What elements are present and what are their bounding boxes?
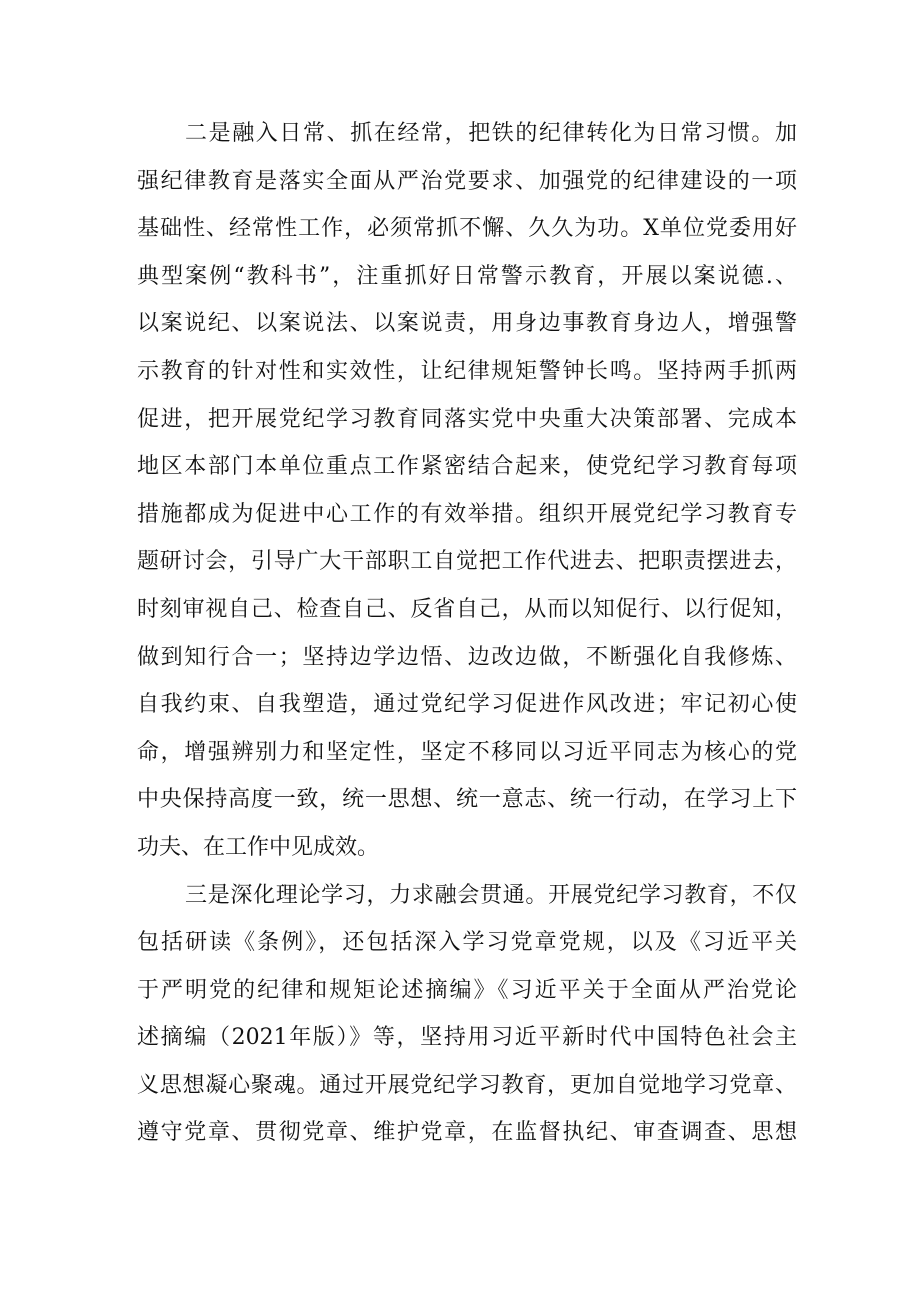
text-line: 三是深化理论学习，力求融会贯通。开展党纪学习教育，不仅 [185, 882, 797, 908]
text-line: 命，增强辨别力和坚定性，坚定不移同以习近平同志为核心的党 [137, 739, 797, 765]
text-line: 强纪律教育是落实全面从严治党要求、加强党的纪律建设的一项 [137, 168, 797, 194]
text-line: 题研讨会，引导广大干部职工自觉把工作代进去、把职责摆进去， [137, 549, 797, 575]
paragraph-discipline-habits [137, 110, 797, 872]
text-line: 二是融入日常、抓在经常，把铁的纪律转化为日常习惯。加 [185, 121, 797, 146]
text-line: 述摘编（2021年版）》等，坚持用习近平新时代中国特色社会主 [137, 1025, 797, 1051]
text-line: 时刻审视自己、检查自己、反省自己，从而以知促行、以行促知， [137, 596, 797, 622]
paragraph-theory-study [137, 872, 797, 1158]
text-line: 自我约束、自我塑造，通过党纪学习促进作风改进；牢记初心使 [137, 692, 797, 718]
text-line: 基础性、经常性工作，必须常抓不懈、久久为功。X单位党委用好 [137, 216, 797, 242]
text-line: 典型案例“教科书”，注重抓好日常警示教育，开展以案说德.、 [137, 263, 797, 289]
text-line: 以案说纪、以案说法、以案说责，用身边事教育身边人，增强警 [137, 311, 797, 337]
text-line: 促进，把开展党纪学习教育同落实党中央重大决策部署、完成本 [137, 406, 797, 432]
text-line: 包括研读《条例》，还包括深入学习党章党规，以及《习近平关 [137, 930, 797, 956]
text-line: 地区本部门本单位重点工作紧密结合起来，使党纪学习教育每项 [137, 454, 797, 480]
text-line: 示教育的针对性和实效性，让纪律规矩警钟长鸣。坚持两手抓两 [137, 358, 797, 384]
document-body [137, 110, 797, 1157]
text-line: 功夫、在工作中见成效。 [137, 834, 380, 860]
text-line: 于严明党的纪律和规矩论述摘编》《习近平关于全面从严治党论 [137, 977, 797, 1003]
text-line: 中央保持高度一致，统一思想、统一意志、统一行动，在学习上下 [137, 787, 797, 813]
text-line: 遵守党章、贯彻党章、维护党章，在监督执纪、审查调查、思想 [137, 1120, 797, 1146]
text-line: 做到知行合一；坚持边学边悟、边改边做，不断强化自我修炼、 [137, 644, 797, 670]
text-line: 义思想凝心聚魂。通过开展党纪学习教育，更加自觉地学习党章、 [137, 1072, 797, 1098]
text-line: 措施都成为促进中心工作的有效举措。组织开展党纪学习教育专 [137, 501, 797, 527]
